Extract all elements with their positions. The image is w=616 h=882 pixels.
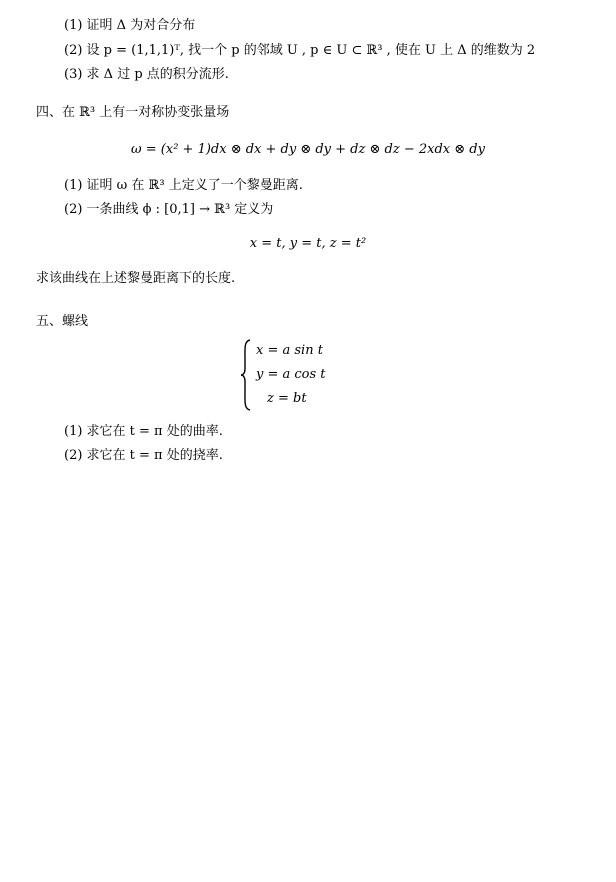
s5-item-2: (2) 求它在 t = π 处的挠率. xyxy=(64,448,223,463)
helix-eq-z: z = bt xyxy=(267,391,307,406)
helix-eq-x: x = a sin t xyxy=(256,343,323,358)
curve-formula: x = t, y = t, z = t² xyxy=(249,236,367,251)
s4-item-1: (1) 证明 ω 在 ℝ³ 上定义了一个黎曼距离. xyxy=(64,178,303,193)
s4-closing: 求该曲线在上述黎曼距离下的长度. xyxy=(36,271,236,286)
helix-system xyxy=(240,339,360,411)
left-brace-icon xyxy=(240,339,252,411)
s3-item-1: (1) 证明 Δ 为对合分布 xyxy=(64,18,196,33)
section-5-heading: 五、螺线 xyxy=(36,314,89,329)
tensor-formula: ω = (x² + 1)dx ⊗ dx + dy ⊗ dy + dz ⊗ dz − 2xdx ⊗ dy xyxy=(131,142,485,157)
s3-item-2: (2) 设 p = (1,1,1)ᵀ, 找一个 p 的邻域 U , p ∈ U ⊂ ℝ³ , 使在 U 上 Δ 的维数为 2 xyxy=(64,43,536,58)
s4-item-2: (2) 一条曲线 ϕ : [0,1] → ℝ³ 定义为 xyxy=(64,202,274,217)
helix-eq-y: y = a cos t xyxy=(256,367,326,382)
section-4-heading: 四、在 ℝ³ 上有一对称协变张量场 xyxy=(36,105,230,120)
s5-item-1: (1) 求它在 t = π 处的曲率. xyxy=(64,424,223,439)
s3-item-3: (3) 求 Δ 过 p 点的积分流形. xyxy=(64,67,229,82)
